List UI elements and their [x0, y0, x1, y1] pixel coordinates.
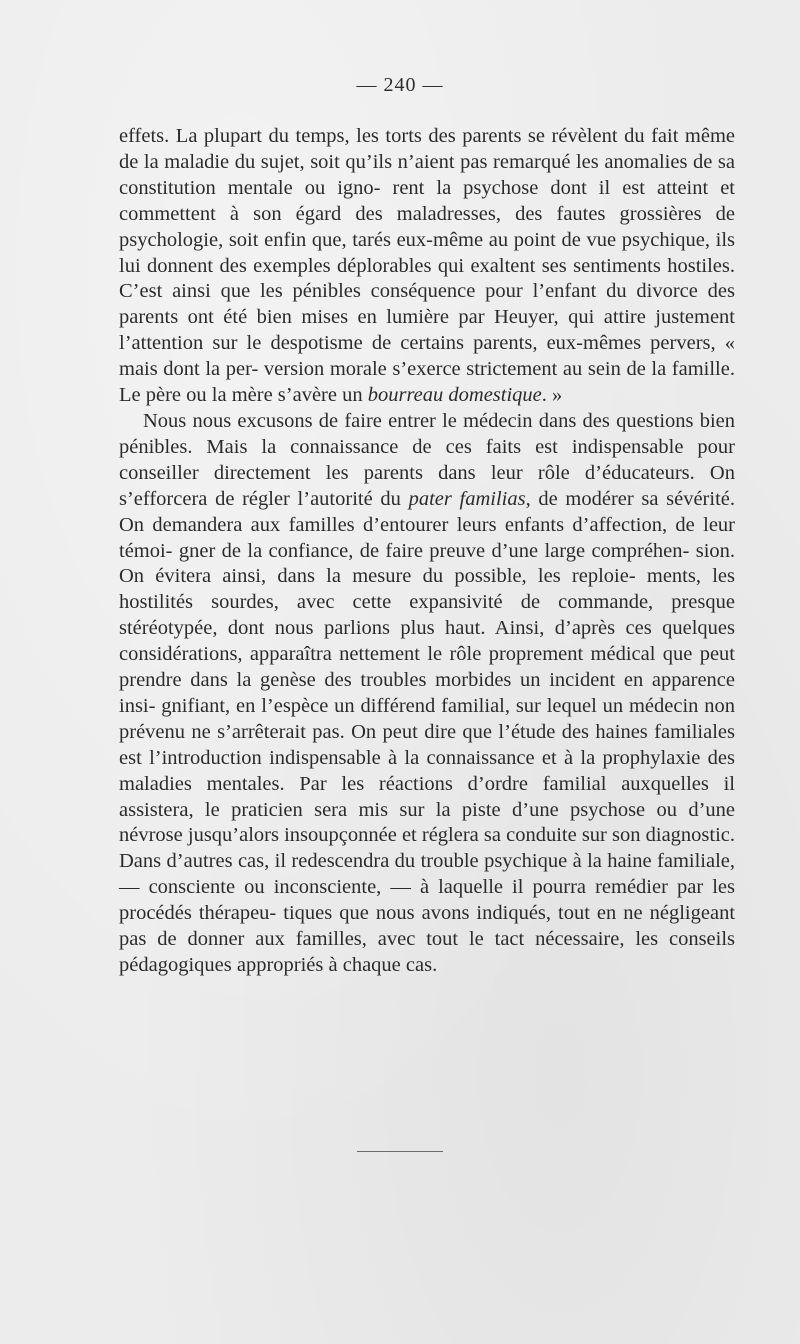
paragraph — [119, 409, 735, 979]
text-line: névrose jusqu’alors insoupçonnée et réglera sa conduite sur — [119, 824, 607, 847]
text-line: remarqué les anomalies de sa constitution mentale ou igno- — [119, 150, 735, 199]
text-line — [146, 384, 563, 406]
text-run: père ou la mère s’avère un — [145, 384, 368, 407]
text-line: sion. On évitera ainsi, dans la mesure du possible, les reploie- — [119, 539, 736, 588]
text-line: son diagnostic. Dans d’autres cas, il redescendra du trouble — [119, 824, 736, 873]
end-rule — [357, 1151, 443, 1152]
text-line: donnent des exemples déplorables qui exaltent ses sentiments — [147, 254, 661, 277]
text-line: effets. La plupart du temps, les torts des parents se révèlent — [119, 125, 618, 147]
text-line: commande, presque stéréotypée, dont nous parlions plus — [119, 591, 735, 640]
text-line: ments, les hostilités sourdes, avec cette expansivité de — [119, 565, 735, 614]
text-line: gner de la confiance, de faire preuve d’une large compréhen- — [178, 539, 690, 562]
text-line: pédagogiques appropriés à chaque cas. — [119, 954, 438, 976]
text-line: questions bien pénibles. Mais la connaissance de ces faits est — [119, 409, 736, 458]
text-line: Par les réactions d’ordre familial auxquelles il assistera, le — [119, 772, 736, 821]
text-line: Nous nous excusons de faire entrer le médecin dans des — [143, 409, 610, 432]
text-line: hostiles. C’est ainsi que les pénibles conséquence pour — [119, 254, 736, 303]
italic-text: bourreau domestique — [367, 384, 542, 407]
text-line: nettement le rôle proprement médical que peut prendre dans — [119, 643, 735, 692]
text-line: leur rôle d’éducateurs. On s’efforcera de régler l’autorité du — [119, 461, 735, 510]
text-line: par Heuyer, qui attire justement l’attention sur le despotisme — [119, 306, 735, 355]
text-line: la genèse des troubles morbides un incident en apparence insi- — [119, 669, 735, 717]
text-line: gnifiant, en l’espèce un différend familial, sur lequel un — [161, 694, 624, 717]
text-line: l’étude des haines familiales est l’introduction indispensable — [119, 720, 735, 769]
text-line: de certains parents, eux-mêmes pervers, « mais dont la per- — [119, 332, 735, 381]
text-line: psychique à la haine familiale, — consciente ou inconsciente, — [119, 850, 736, 899]
text-line: l’enfant du divorce des parents ont été bien mises en lumière — [119, 280, 735, 329]
text-line: des maladresses, des fautes grossières de psychologie, soit — [119, 202, 736, 251]
italic-text: pater familias — [408, 487, 526, 510]
text-line: donner aux familles, avec tout le tact nécessaire, les conseils — [187, 928, 736, 951]
text-line: médecin non prévenu ne s’arrêterait pas. On peut dire que — [119, 694, 736, 743]
text-line: — à laquelle il pourra remédier par les procédés thérapeu- — [119, 876, 735, 925]
text-line: familles d’entourer leurs enfants d’affection, de leur témoi- — [119, 513, 735, 562]
text-run: , de modérer sa sévérité. On demandera aux — [119, 487, 735, 536]
text-line: version morale s’exerce strictement au sein de la famille. Le — [119, 358, 735, 407]
text-line: à la connaissance et à la prophylaxie des maladies mentales. — [119, 746, 736, 795]
text-line: enfin que, tarés eux-même au point de vue psychique, ils lui — [119, 228, 735, 277]
text-line: indispensable pour conseiller directement les parents dans — [119, 435, 735, 484]
text-line: du fait même de la maladie du sujet, soit qu’ils n’aient pas — [119, 125, 735, 173]
text-line: praticien sera mis sur la piste d’une psychose ou d’une — [231, 798, 736, 821]
text-run: . » — [541, 384, 563, 407]
page-number: — 240 — — [356, 74, 444, 96]
text-line: tiques que nous avons indiqués, tout en ne négligeant pas de — [119, 902, 736, 951]
paragraph — [119, 124, 735, 409]
text-line: rent la psychose dont il est atteint et commettent à son égard — [119, 176, 736, 225]
body-text — [119, 124, 735, 979]
text-line: haut. Ainsi, d’après ces quelques considérations, apparaîtra — [119, 617, 736, 666]
